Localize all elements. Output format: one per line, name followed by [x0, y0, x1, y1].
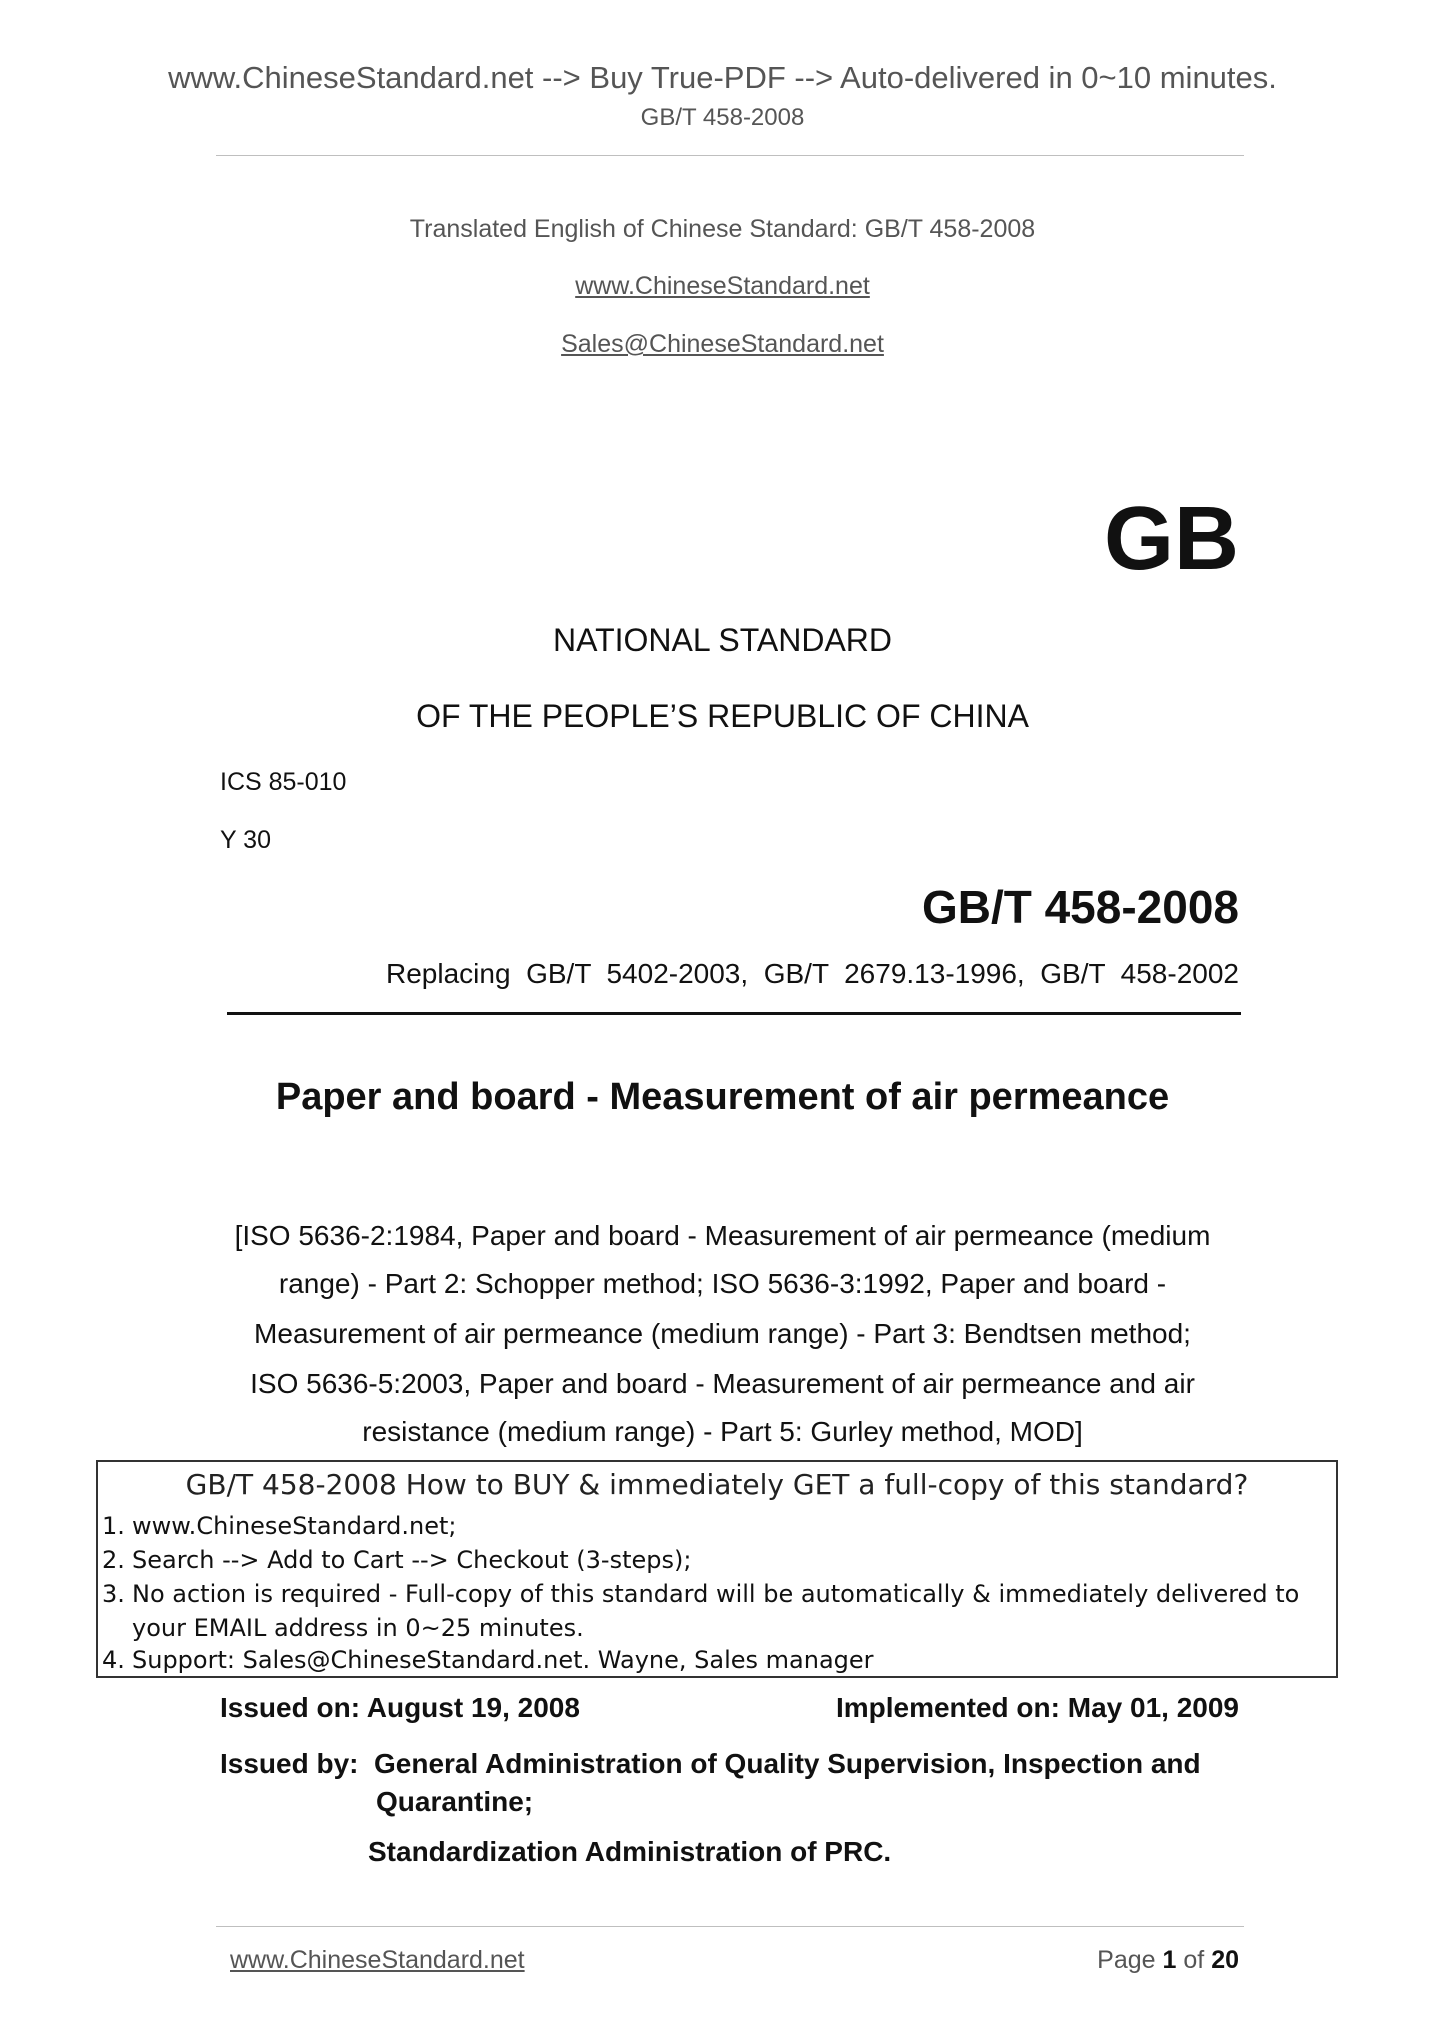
email-link[interactable]: Sales@ChineseStandard.net — [561, 330, 884, 358]
ics-code: ICS 85-010 — [220, 768, 347, 796]
iso-line: range) - Part 2: Schopper method; ISO 5636-3:1992, Paper and board - — [278, 1268, 1167, 1299]
page-total: 20 — [1211, 1946, 1239, 1974]
website-link-wrap — [0, 272, 1445, 301]
gb-mark: GB — [1104, 489, 1239, 589]
translated-line: Translated English of Chinese Standard: GB/T 458-2008 — [409, 215, 1036, 243]
y-code: Y 30 — [220, 826, 271, 854]
email-link-wrap — [0, 330, 1445, 359]
buy-box-item: 2. Search --> Add to Cart --> Checkout (3-steps); — [102, 1546, 692, 1574]
document-title: Paper and board - Measurement of air permeance — [275, 1076, 1170, 1118]
title-divider — [227, 1012, 1241, 1015]
iso-line: Measurement of air permeance (medium range) - Part 3: Bendtsen method; — [254, 1318, 1191, 1349]
buy-box-item: 4. Support: Sales@ChineseStandard.net. Wayne, Sales manager — [102, 1646, 874, 1674]
page-current: 1 — [1162, 1946, 1177, 1974]
implemented-date: Implemented on: May 01, 2009 — [835, 1692, 1239, 1723]
issued-by-line3: Standardization Administration of PRC. — [368, 1836, 892, 1867]
footer-website-link[interactable]: www.ChineseStandard.net — [230, 1946, 525, 1974]
issued-date: Issued on: August 19, 2008 — [220, 1692, 580, 1723]
issued-by-line1: General Administration of Quality Supervision, Inspection and — [374, 1748, 1201, 1779]
buy-box-item-text[interactable]: www.ChineseStandard.net; — [132, 1512, 457, 1540]
buy-box-title: GB/T 458-2008 How to BUY & immediately GET a full-copy of this standard? — [185, 1468, 1249, 1501]
header-doc-code: GB/T 458-2008 — [640, 104, 805, 131]
website-link[interactable]: www.ChineseStandard.net — [575, 272, 870, 300]
buy-info-box — [96, 1460, 1338, 1678]
iso-line: ISO 5636-5:2003, Paper and board - Measurement of air permeance and air — [250, 1368, 1195, 1399]
iso-line: [ISO 5636-2:1984, Paper and board - Measurement of air permeance (medium — [234, 1220, 1211, 1251]
header-divider — [216, 155, 1244, 156]
page-indicator: Page 1 of 20 — [1097, 1946, 1239, 1974]
issued-by-line2: Quarantine; — [376, 1786, 534, 1817]
national-standard-line2: OF THE PEOPLE’S REPUBLIC OF CHINA — [416, 698, 1029, 734]
issued-by-label: Issued by: — [220, 1748, 359, 1779]
buy-box-item: 1. www.ChineseStandard.net; — [102, 1512, 457, 1540]
buy-box-item: your EMAIL address in 0~25 minutes. — [132, 1614, 584, 1642]
footer-website-wrap — [230, 1946, 525, 1975]
footer-divider — [216, 1926, 1244, 1927]
iso-line: resistance (medium range) - Part 5: Gurley method, MOD] — [362, 1416, 1083, 1447]
standard-number: GB/T 458-2008 — [921, 881, 1239, 933]
buy-box-item: 3. No action is required - Full-copy of this standard will be automatically & immediately delivered to — [102, 1580, 1300, 1608]
replacing-line: Replacing GB/T 5402-2003, GB/T 2679.13-1996, GB/T 458-2002 — [386, 958, 1239, 989]
header-banner: www.ChineseStandard.net --> Buy True-PDF --> Auto-delivered in 0~10 minutes. — [168, 60, 1277, 95]
national-standard-line1: NATIONAL STANDARD — [553, 622, 892, 658]
